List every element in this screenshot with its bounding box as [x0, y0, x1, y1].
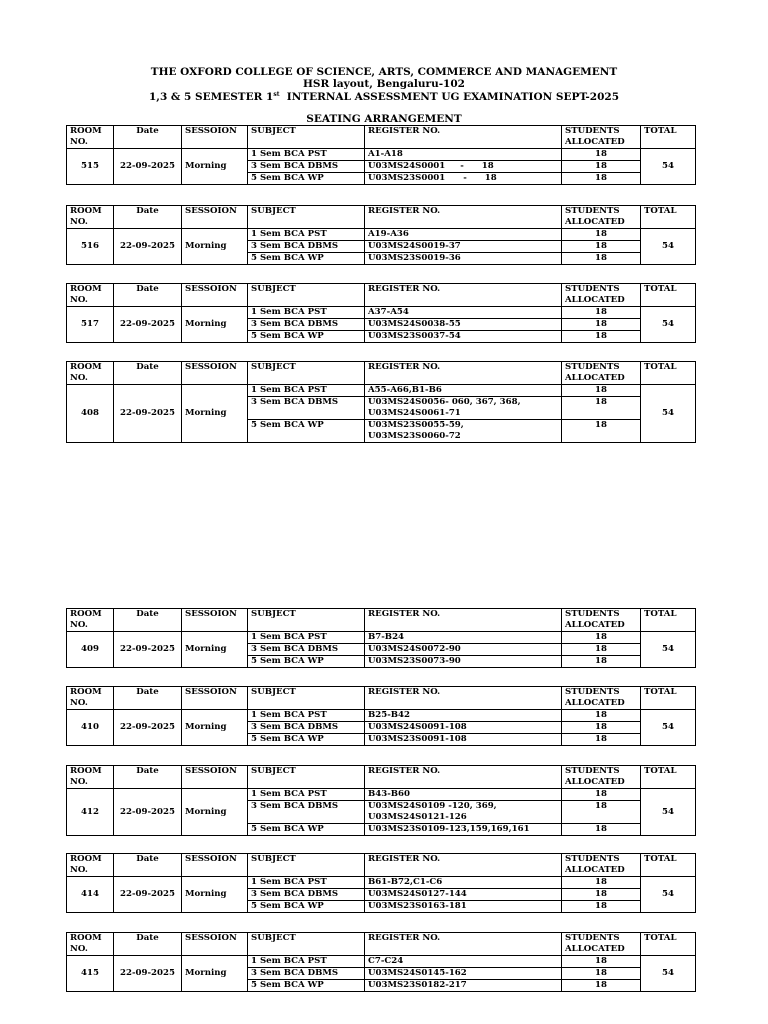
students-cell: 18 [562, 241, 641, 253]
subject-cell: 3 Sem BCA DBMS [248, 397, 365, 420]
students-header: STUDENTS ALLOCATED [562, 933, 641, 956]
students-header: STUDENTS ALLOCATED [562, 362, 641, 385]
exam-date: 22-09-2025 [114, 149, 182, 185]
date-header: Date [114, 609, 182, 632]
total-header: TOTAL [641, 362, 696, 385]
room-table [66, 608, 696, 668]
register-cell: U03MS24S0019-37 [365, 241, 562, 253]
exam-title [0, 89, 768, 103]
exam-date: 22-09-2025 [114, 956, 182, 992]
room-header: ROOM NO. [67, 609, 114, 632]
total-cell: 54 [641, 229, 696, 265]
table-header-row [67, 362, 696, 385]
session-name: Morning [182, 229, 248, 265]
register-cell: U03MS23S0019-36 [365, 253, 562, 265]
room-header: ROOM NO. [67, 362, 114, 385]
college-name: THE OXFORD COLLEGE OF SCIENCE, ARTS, COMMERCE AND MANAGEMENT [150, 66, 618, 78]
subject-header: SUBJECT [248, 609, 365, 632]
register-cell: U03MS23S0037-54 [365, 331, 562, 343]
table-row [67, 149, 696, 161]
students-cell: 18 [562, 968, 641, 980]
register-cell: U03MS24S0056- 060, 367, 368, U03MS24S0061-71 [365, 397, 562, 420]
table-row [67, 956, 696, 968]
total-cell: 54 [641, 149, 696, 185]
students-cell: 18 [562, 319, 641, 331]
session-name: Morning [182, 385, 248, 443]
room-header: ROOM NO. [67, 854, 114, 877]
table-header-row [67, 766, 696, 789]
register-cell: U03MS24S0001 - 18 [365, 161, 562, 173]
date-header: Date [114, 854, 182, 877]
register-cell: U03MS23S0091-108 [365, 734, 562, 746]
total-cell: 54 [641, 307, 696, 343]
session-name: Morning [182, 877, 248, 913]
register-cell: U03MS24S0145-162 [365, 968, 562, 980]
session-header: SESSOION [182, 126, 248, 149]
exam-title-suffix: INTERNAL ASSESSMENT UG EXAMINATION SEPT-2025 [279, 91, 619, 103]
register-cell: B61-B72,C1-C6 [365, 877, 562, 889]
table-header-row [67, 854, 696, 877]
subject-cell: 5 Sem BCA WP [248, 824, 365, 836]
students-cell: 18 [562, 149, 641, 161]
students-cell: 18 [562, 722, 641, 734]
subject-cell: 3 Sem BCA DBMS [248, 801, 365, 824]
subject-cell: 3 Sem BCA DBMS [248, 889, 365, 901]
room-header: ROOM NO. [67, 126, 114, 149]
room-header: ROOM NO. [67, 687, 114, 710]
room-header: ROOM NO. [67, 933, 114, 956]
register-cell: B25-B42 [365, 710, 562, 722]
subject-header: SUBJECT [248, 284, 365, 307]
room-number: 409 [67, 632, 114, 668]
session-header: SESSOION [182, 766, 248, 789]
students-cell: 18 [562, 956, 641, 968]
table-row [67, 307, 696, 319]
session-header: SESSOION [182, 933, 248, 956]
total-cell: 54 [641, 632, 696, 668]
register-header: REGISTER NO. [365, 687, 562, 710]
register-cell: B43-B60 [365, 789, 562, 801]
session-name: Morning [182, 789, 248, 836]
register-cell: U03MS23S0109-123,159,169,161 [365, 824, 562, 836]
students-cell: 18 [562, 173, 641, 185]
room-number: 415 [67, 956, 114, 992]
register-cell: U03MS23S0073-90 [365, 656, 562, 668]
exam-title-prefix: 1,3 & 5 SEMESTER 1 [148, 91, 274, 103]
students-cell: 18 [562, 632, 641, 644]
session-name: Morning [182, 149, 248, 185]
register-cell: U03MS24S0038-55 [365, 319, 562, 331]
room-table [66, 853, 696, 913]
total-header: TOTAL [641, 687, 696, 710]
subject-header: SUBJECT [248, 126, 365, 149]
students-cell: 18 [562, 980, 641, 992]
students-header: STUDENTS ALLOCATED [562, 687, 641, 710]
exam-date: 22-09-2025 [114, 632, 182, 668]
students-cell: 18 [562, 397, 641, 420]
subject-cell: 5 Sem BCA WP [248, 420, 365, 443]
register-cell: U03MS24S0109 -120, 369, U03MS24S0121-126 [365, 801, 562, 824]
session-header: SESSOION [182, 362, 248, 385]
register-cell: U03MS24S0091-108 [365, 722, 562, 734]
room-number: 414 [67, 877, 114, 913]
students-cell: 18 [562, 710, 641, 722]
table-row [67, 877, 696, 889]
register-header: REGISTER NO. [365, 284, 562, 307]
subject-cell: 3 Sem BCA DBMS [248, 241, 365, 253]
subject-cell: 5 Sem BCA WP [248, 173, 365, 185]
subject-cell: 1 Sem BCA PST [248, 710, 365, 722]
room-number: 515 [67, 149, 114, 185]
register-cell: U03MS23S0055-59, U03MS23S0060-72 [365, 420, 562, 443]
students-cell: 18 [562, 307, 641, 319]
exam-date: 22-09-2025 [114, 229, 182, 265]
total-header: TOTAL [641, 766, 696, 789]
college-address: HSR layout, Bengaluru-102 [303, 78, 465, 90]
students-header: STUDENTS ALLOCATED [562, 126, 641, 149]
total-cell: 54 [641, 710, 696, 746]
register-cell: A37-A54 [365, 307, 562, 319]
session-name: Morning [182, 710, 248, 746]
session-name: Morning [182, 307, 248, 343]
students-header: STUDENTS ALLOCATED [562, 284, 641, 307]
table-row [67, 789, 696, 801]
total-cell: 54 [641, 956, 696, 992]
register-cell: U03MS24S0127-144 [365, 889, 562, 901]
register-header: REGISTER NO. [365, 766, 562, 789]
room-number: 408 [67, 385, 114, 443]
room-number: 410 [67, 710, 114, 746]
session-header: SESSOION [182, 206, 248, 229]
table-row [67, 710, 696, 722]
students-header: STUDENTS ALLOCATED [562, 766, 641, 789]
students-cell: 18 [562, 801, 641, 824]
students-cell: 18 [562, 644, 641, 656]
table-row [67, 385, 696, 397]
total-header: TOTAL [641, 609, 696, 632]
total-header: TOTAL [641, 933, 696, 956]
register-header: REGISTER NO. [365, 933, 562, 956]
exam-date: 22-09-2025 [114, 307, 182, 343]
subject-cell: 5 Sem BCA WP [248, 980, 365, 992]
exam-date: 22-09-2025 [114, 385, 182, 443]
subject-cell: 1 Sem BCA PST [248, 385, 365, 397]
subject-cell: 3 Sem BCA DBMS [248, 319, 365, 331]
date-header: Date [114, 362, 182, 385]
total-header: TOTAL [641, 126, 696, 149]
date-header: Date [114, 766, 182, 789]
subject-cell: 1 Sem BCA PST [248, 789, 365, 801]
subject-cell: 5 Sem BCA WP [248, 253, 365, 265]
register-cell: C7-C24 [365, 956, 562, 968]
room-number: 516 [67, 229, 114, 265]
students-cell: 18 [562, 877, 641, 889]
subject-cell: 5 Sem BCA WP [248, 901, 365, 913]
room-table [66, 125, 696, 185]
session-header: SESSOION [182, 687, 248, 710]
register-header: REGISTER NO. [365, 609, 562, 632]
total-cell: 54 [641, 877, 696, 913]
room-table [66, 361, 696, 443]
subject-cell: 5 Sem BCA WP [248, 656, 365, 668]
students-cell: 18 [562, 161, 641, 173]
table-header-row [67, 126, 696, 149]
exam-date: 22-09-2025 [114, 789, 182, 836]
date-header: Date [114, 933, 182, 956]
students-header: STUDENTS ALLOCATED [562, 854, 641, 877]
register-header: REGISTER NO. [365, 854, 562, 877]
date-header: Date [114, 687, 182, 710]
register-header: REGISTER NO. [365, 126, 562, 149]
subject-cell: 1 Sem BCA PST [248, 632, 365, 644]
room-header: ROOM NO. [67, 766, 114, 789]
subject-cell: 5 Sem BCA WP [248, 734, 365, 746]
date-header: Date [114, 284, 182, 307]
table-header-row [67, 687, 696, 710]
date-header: Date [114, 126, 182, 149]
exam-title-superscript: st [273, 91, 280, 98]
table-header-row [67, 933, 696, 956]
subject-cell: 1 Sem BCA PST [248, 149, 365, 161]
students-cell: 18 [562, 253, 641, 265]
register-cell: U03MS24S0072-90 [365, 644, 562, 656]
subject-header: SUBJECT [248, 933, 365, 956]
exam-date: 22-09-2025 [114, 710, 182, 746]
students-header: STUDENTS ALLOCATED [562, 609, 641, 632]
subject-header: SUBJECT [248, 687, 365, 710]
students-cell: 18 [562, 889, 641, 901]
room-table [66, 765, 696, 836]
room-header: ROOM NO. [67, 206, 114, 229]
room-number: 517 [67, 307, 114, 343]
total-header: TOTAL [641, 284, 696, 307]
students-cell: 18 [562, 229, 641, 241]
subject-cell: 1 Sem BCA PST [248, 307, 365, 319]
subject-cell: 3 Sem BCA DBMS [248, 968, 365, 980]
students-cell: 18 [562, 734, 641, 746]
register-cell: A1-A18 [365, 149, 562, 161]
subject-cell: 5 Sem BCA WP [248, 331, 365, 343]
students-cell: 18 [562, 901, 641, 913]
subject-header: SUBJECT [248, 206, 365, 229]
subject-cell: 3 Sem BCA DBMS [248, 161, 365, 173]
room-number: 412 [67, 789, 114, 836]
subject-header: SUBJECT [248, 766, 365, 789]
register-cell: U03MS23S0163-181 [365, 901, 562, 913]
register-header: REGISTER NO. [365, 362, 562, 385]
students-cell: 18 [562, 824, 641, 836]
room-table [66, 932, 696, 992]
students-cell: 18 [562, 385, 641, 397]
table-row [67, 632, 696, 644]
total-header: TOTAL [641, 854, 696, 877]
subject-cell: 1 Sem BCA PST [248, 877, 365, 889]
total-cell: 54 [641, 789, 696, 836]
table-header-row [67, 284, 696, 307]
subject-cell: 1 Sem BCA PST [248, 229, 365, 241]
students-cell: 18 [562, 656, 641, 668]
table-row [67, 229, 696, 241]
total-header: TOTAL [641, 206, 696, 229]
register-header: REGISTER NO. [365, 206, 562, 229]
room-table [66, 205, 696, 265]
students-header: STUDENTS ALLOCATED [562, 206, 641, 229]
room-table [66, 686, 696, 746]
total-cell: 54 [641, 385, 696, 443]
register-cell: U03MS23S0001 - 18 [365, 173, 562, 185]
table-header-row [67, 206, 696, 229]
table-header-row [67, 609, 696, 632]
session-header: SESSOION [182, 854, 248, 877]
room-table [66, 283, 696, 343]
session-header: SESSOION [182, 609, 248, 632]
subject-header: SUBJECT [248, 362, 365, 385]
students-cell: 18 [562, 420, 641, 443]
room-header: ROOM NO. [67, 284, 114, 307]
register-cell: B7-B24 [365, 632, 562, 644]
subject-cell: 3 Sem BCA DBMS [248, 722, 365, 734]
date-header: Date [114, 206, 182, 229]
register-cell: U03MS23S0182-217 [365, 980, 562, 992]
subject-header: SUBJECT [248, 854, 365, 877]
session-name: Morning [182, 632, 248, 668]
register-cell: A55-A66,B1-B6 [365, 385, 562, 397]
session-header: SESSOION [182, 284, 248, 307]
register-cell: A19-A36 [365, 229, 562, 241]
session-name: Morning [182, 956, 248, 992]
exam-date: 22-09-2025 [114, 877, 182, 913]
students-cell: 18 [562, 789, 641, 801]
subject-cell: 3 Sem BCA DBMS [248, 644, 365, 656]
students-cell: 18 [562, 331, 641, 343]
seating-arrangement-heading: SEATING ARRANGEMENT [306, 113, 462, 125]
subject-cell: 1 Sem BCA PST [248, 956, 365, 968]
